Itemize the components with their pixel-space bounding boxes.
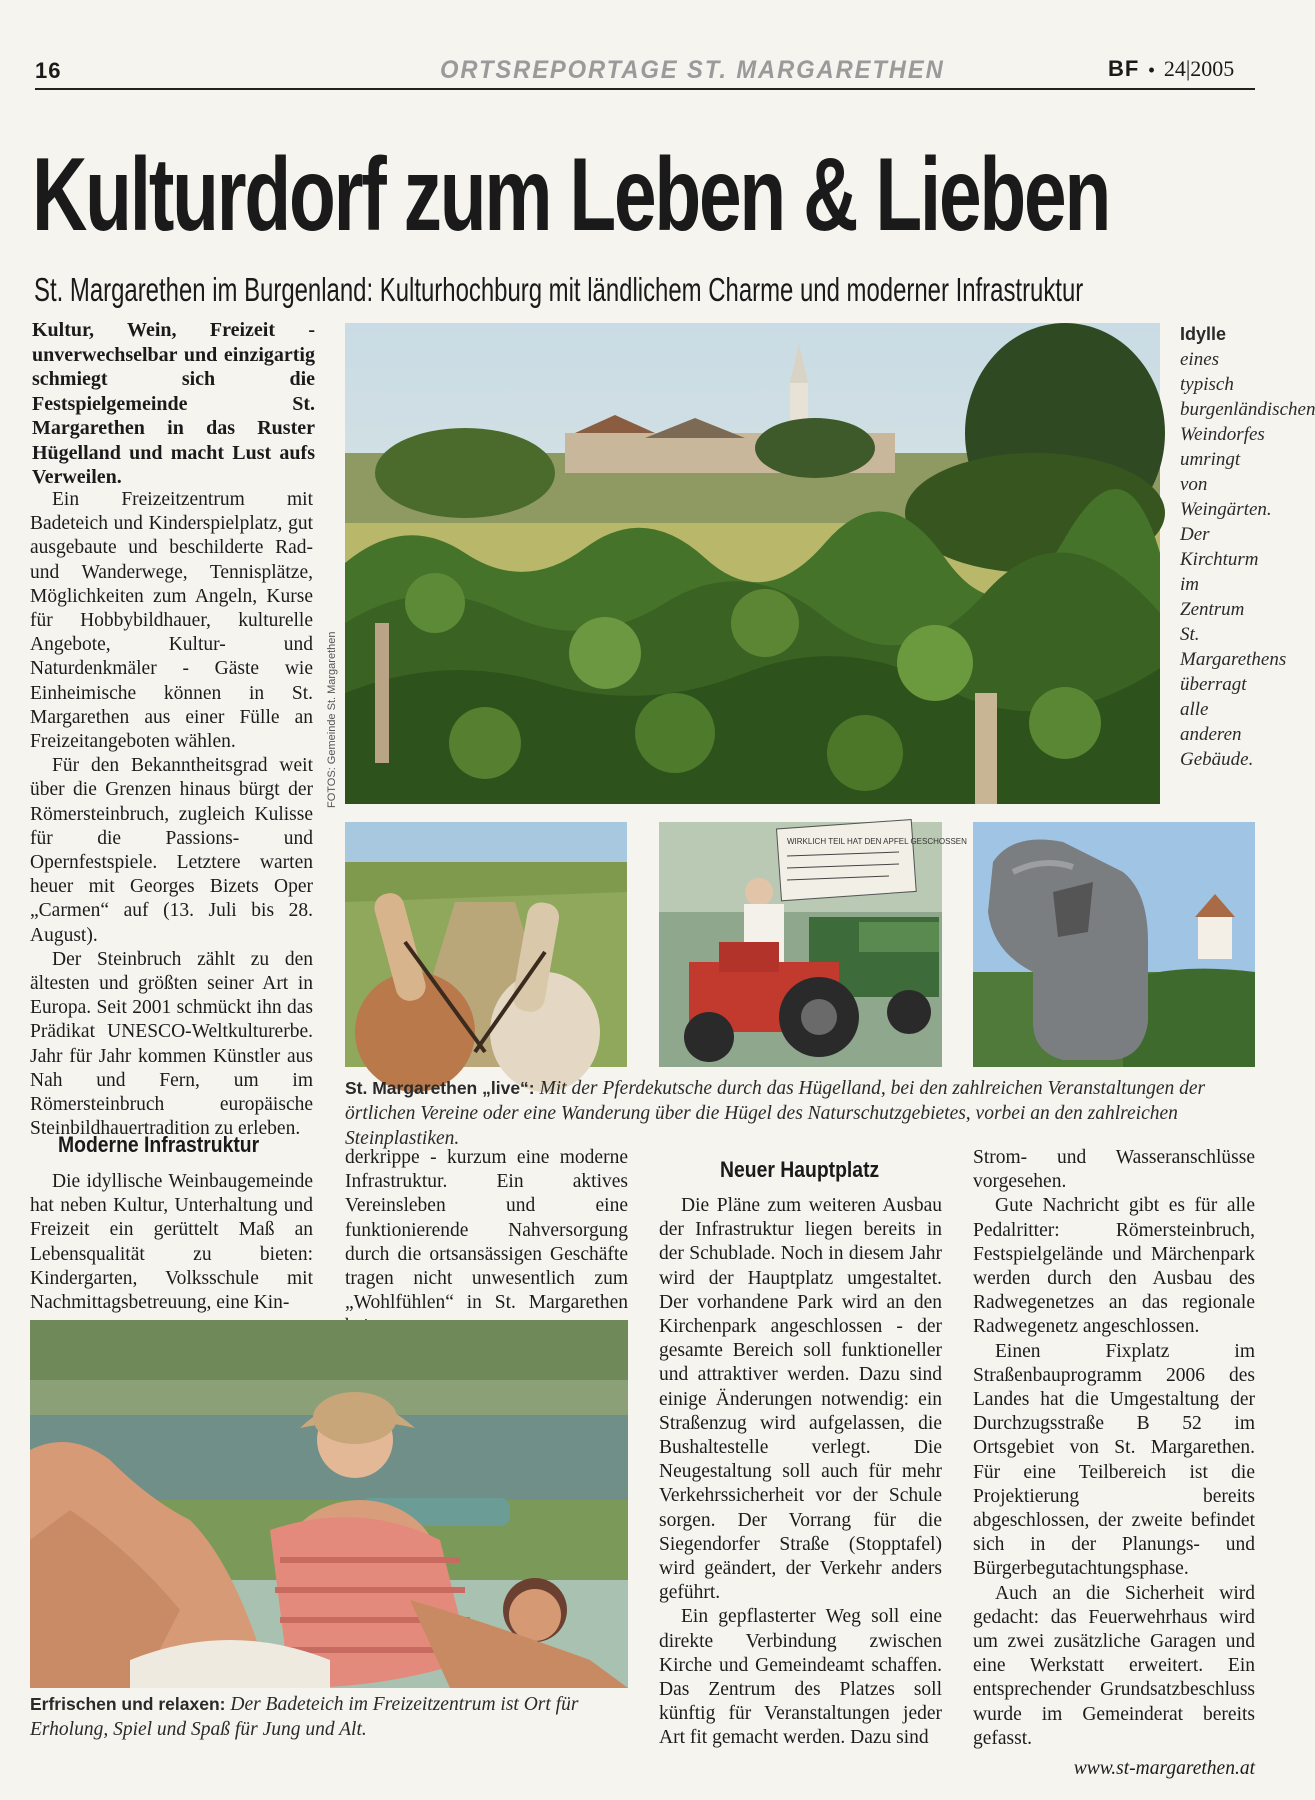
moderne-p2-text: derkrippe - kurzum eine moderne Infrastruktur. Ein aktives Vereinsleben und eine funktionierende Nahversorgung durch die ortsansässigen Geschäfte tragen nicht unwesentlich zum „Wohlfühlen“ in St. Margarethen <box>345 1147 628 1314</box>
subheadline: St. Margarethen im Burgenland: Kulturhochburg mit ländlichem Charme und moderner Infrastruktur <box>34 271 1084 308</box>
column-1 <box>30 488 313 1141</box>
stone-sculpture-photo <box>973 822 1255 1067</box>
photo-credit: FOTOS: Gemeinde St. Margarethen <box>326 631 338 808</box>
neuer-hauptplatz-heading: Neuer Hauptplatz <box>720 1157 880 1182</box>
live-caption-lead: St. Margarethen „live“: <box>345 1078 535 1098</box>
headline: Kulturdorf zum Leben & Lieben <box>32 137 1110 253</box>
moderne-paragraph-1 <box>30 1170 313 1315</box>
hauptplatz-paragraph-2: Ein gepflasterter Weg soll eine direkte Verbindung zwischen Kirche und Gemeindeamt schaffen. Das Zentrum des Platzes soll künftig für Veranstaltungen jeder Art fit gemacht werden. Dazu sind <box>659 1606 942 1749</box>
idylle-caption-lead: Idylle <box>1180 324 1227 344</box>
lead-paragraph: Kultur, Wein, Freizeit - unverwechselbar und einzigartig schmiegt sich die Festspielgemeinde St. Margarethen in das Ruster Hügelland und macht Lust aufs Verweilen. <box>32 319 315 488</box>
brand-separator: • <box>1148 60 1155 80</box>
col1-paragraph-2: Für den Bekanntheitsgrad weit über die Grenzen hinaus bürgt der Römersteinbruch, zugleich Kulisse für die Passions- und Opernfestspiele. Letztere warten heuer mit Georges Bizets Oper „Carmen“ auf (13. Juli bis 28. August). <box>30 755 313 946</box>
issue-number: 24|2005 <box>1163 56 1235 81</box>
live-caption <box>345 1076 1255 1151</box>
website-link[interactable]: www.st-margarethen.at <box>1073 1758 1255 1780</box>
idylle-caption-text: eines typisch burgenländischen Weindorfes umringt von Weingärten. Der Kirchturm im Zentrum St. Margarethens überragt alle anderen Gebäude. <box>1180 349 1315 770</box>
column-4 <box>973 1146 1255 1781</box>
issue-badge <box>1108 56 1234 82</box>
col4-paragraph-1: Strom- und Wasseranschlüsse vorgesehen. <box>973 1147 1255 1193</box>
col1-paragraph-3: Der Steinbruch zählt zu den ältesten und größten seiner Art in Europa. Seit 2001 schmückt ihn das Prädikat UNESCO-Weltkulturerbe. Jahr für Jahr kommen Künstler aus Nah und Fern, um im Römersteinbruch europäische Steinbildhauertradition zu erleben. <box>30 948 313 1140</box>
hauptplatz-column <box>659 1194 942 1751</box>
section-title: ORTSREPORTAGE ST. MARGARETHEN <box>440 56 945 84</box>
moderne-infrastruktur-heading: Moderne Infrastruktur <box>58 1132 260 1157</box>
col4-paragraph-4: Auch an die Sicherheit wird gedacht: das Feuerwehrhaus wird um zwei zusätzliche Garagen und eine Werkstatt erweitert. Ein entsprechender Grundsatzbeschluss wurde im Gemeinderat bereits gefasst. <box>973 1582 1255 1749</box>
hauptplatz-paragraph-1: Die Pläne zum weiteren Ausbau der Infrastruktur liegen bereits in der Schublade. Noch in diesem Jahr wird der Hauptplatz umgestaltet. Der vorhandene Park wird an den Kirchenpark angeschlossen - der gesamte Bereich soll funktioneller und attraktiver werden. Dazu sind einige Änderungen notwendig: ein Straßenzug wird aufgelassen, die Bushaltestelle verlegt. Die Neugestaltung soll auch für mehr Verkehrssicherheit vor der Schule sorgen. Der Vorrang für die Siegendorfer Straße (Stopptafel) wird geändert, der Verkehr anders geführt. <box>659 1195 942 1604</box>
idylle-caption <box>1180 322 1315 772</box>
bottom-caption-text: Der Badeteich im Freizeitzentrum ist Ort für Erholung, Spiel und Spaß für Jung und Alt. <box>30 1694 579 1740</box>
bottom-caption-lead: Erfrischen und relaxen: <box>30 1694 226 1714</box>
moderne-paragraph-2 <box>345 1146 628 1340</box>
col4-paragraph-2: Gute Nachricht gibt es für alle Pedalritter: Römersteinbruch, Festspielgelände und Märchenpark werden durch den Ausbau des Radwegenetzes an das regionale Radwegenetz angeschlossen. <box>973 1195 1255 1338</box>
bottom-caption <box>30 1692 628 1742</box>
live-caption-text: Mit der Pferdekutsche durch das Hügelland, bei den zahlreichen Veranstaltungen der örtlichen Vereine oder eine Wanderung über die Hügel des Naturschutzgebietes, vorbei an den zahlreichen Steinplastiken. <box>345 1078 1206 1149</box>
tractor-parade-photo <box>659 822 967 1067</box>
col4-paragraph-3: Einen Fixplatz im Straßenbauprogramm 2006 des Landes hat die Umgestaltung der Durchzugsstraße B 52 im Ortsgebiet von St. Margarethen. Für eine Teilbereich ist die Projektierung bereits abgeschlossen, der zweite befindet sich in der Planungs- und Bürgerbegutachtungsphase. <box>973 1340 1255 1580</box>
header-rule <box>35 88 1255 90</box>
brand-logo: BF <box>1108 56 1140 81</box>
horse-carriage-photo <box>345 822 627 1067</box>
sign-text: WIRKLICH TEIL HAT DEN APFEL GESCHOSSEN <box>787 837 967 846</box>
moderne-p1-text: Die idyllische Weinbaugemeinde hat neben Kultur, Unterhaltung und Freizeit ein gerüttelt Maß an Lebensqualität zu bieten: Kindergarten, Volksschule mit Nachmittagsbetreuung, eine Kin- <box>30 1171 313 1314</box>
col1-paragraph-1: Ein Freizeitzentrum mit Badeteich und Kinderspielplatz, gut ausgebaute und beschilderte Rad- und Wanderwege, Tennisplätze, Möglichkeiten zum Angeln, Kurse für Hobbybildhauer, kulturelle Angebote, Kultur- und Naturdenkmäler - Gäste wie Einheimische können in St. Margarethen aus einer Fülle an Freizeitangeboten wählen. <box>30 489 313 753</box>
vineyard-village-photo <box>345 323 1160 804</box>
bathing-lake-photo <box>30 1320 628 1688</box>
page-number: 16 <box>35 58 62 83</box>
